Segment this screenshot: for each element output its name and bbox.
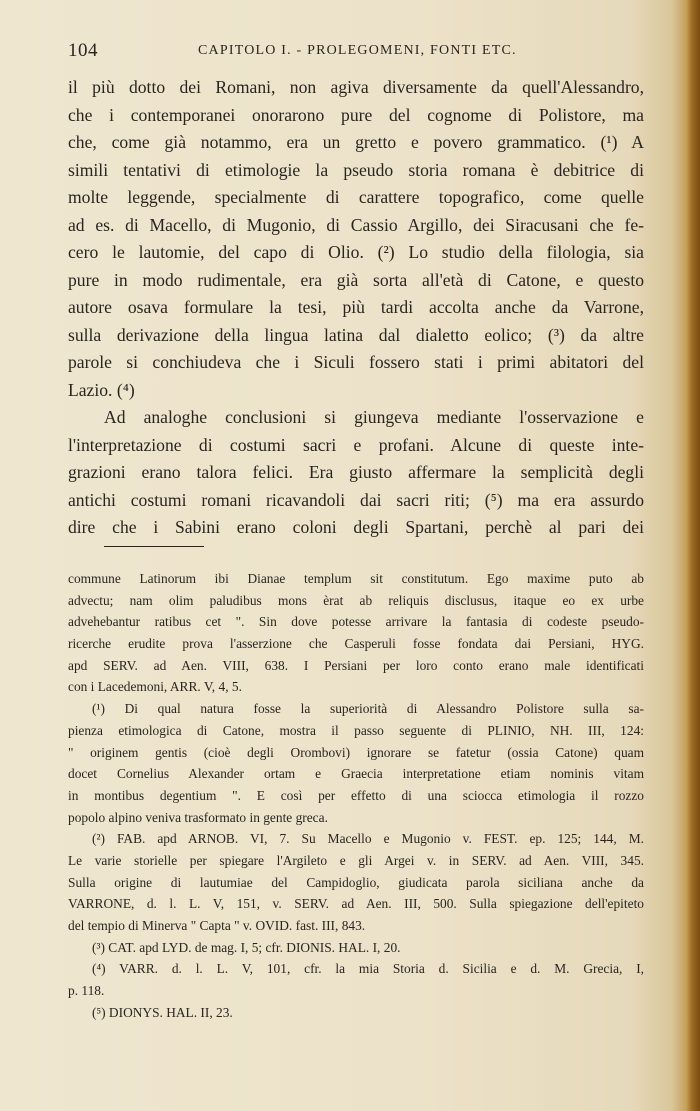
footnote-line: " originem gentis (cioè degli Orombovi) ignorare se fatetur (ossia Catone) quam [68, 744, 644, 760]
text-line: ad es. di Macello, di Mugonio, di Cassio Argillo, dei Siracusani che fe- [68, 214, 644, 235]
footnote-separator [104, 546, 204, 547]
footnotes [68, 568, 644, 1023]
footnote-line: p. 118. [68, 983, 105, 999]
text-line: pure in modo rudimentale, era già sorta all'età di Catone, e questo [68, 269, 644, 290]
text-line: grazioni erano talora felici. Era giusto affermare la semplicità degli [68, 462, 644, 482]
footnote-line: popolo alpino veniva trasformato in gente greca. [68, 809, 328, 825]
main-text [68, 74, 644, 542]
page-edge [686, 0, 700, 1111]
footnote-line: con i Lacedemoni, ARR. V, 4, 5. [68, 679, 242, 695]
footnote-line: VARRONE, d. l. L. V, 151, v. SERV. ad Aen. III, 500. Sulla spiegazione dell'epiteto [68, 896, 644, 912]
footnote-line: advehebantur ratibus cet ". Sin dove potesse arrivare la fantasia di codeste pseudo- [68, 614, 644, 630]
footnote-line: del tempio di Minerva " Capta " v. OVID. fast. III, 843. [68, 918, 366, 933]
footnote-line: (²) FAB. apd ARNOB. VI, 7. Su Macello e Mugonio v. FEST. ep. 125; 144, M. [92, 831, 644, 847]
footnote-line: commune Latinorum ibi Dianae templum sit constitutum. Ego maxime puto ab [68, 571, 644, 586]
footnote-line: Sulla origine di lautumiae del Campidoglio, giudicata parola siciliana anche da [68, 874, 644, 890]
footnote-line: pienza etimologica di Catone, mostra il passo seguente di PLINIO, NH. III, 124: [68, 722, 644, 738]
page-number: 104 [68, 40, 98, 61]
text-line: parole si conchiudeva che i Siculi fossero stati i primi abitatori del [68, 352, 644, 372]
running-head: CAPITOLO I. - PROLEGOMENI, FONTI ETC. [198, 43, 517, 58]
text-line: autore osava formulare la tesi, più tardi accolta anche da Varrone, [68, 297, 644, 317]
footnote-line: apd SERV. ad Aen. VIII, 638. I Persiani per loro conto erano male identificati [68, 657, 644, 673]
text-line: molte leggende, specialmente di carattere topografico, come quelle [68, 187, 644, 207]
text-line: il più dotto dei Romani, non agiva diversamente da quell'Alessandro, [68, 77, 644, 97]
text-line: simili tentativi di etimologie la pseudo storia romana è debitrice di [68, 159, 644, 180]
footnote-line: advectu; nam olim paludibus mons èrat ab reliquis disclusus, itaque eo ex urbe [68, 592, 644, 608]
footnote-line: (⁵) DIONYS. HAL. II, 23. [92, 1004, 233, 1020]
text-line: Lazio. (⁴) [68, 379, 135, 400]
footnote-line: (¹) Di qual natura fosse la superiorità di Alessandro Polistore sulla sa- [92, 701, 644, 717]
text-line: che, come già notammo, era un gretto e povero grammatico. (¹) A [68, 132, 644, 152]
footnote-line: docet Cornelius Alexander ortam e Graecia interpretatione etiam nominis vitam [68, 766, 644, 782]
text-line: cero le lautomie, del capo di Olio. (²) Lo studio della filologia, sia [68, 242, 644, 262]
footnote-line: (⁴) VARR. d. l. L. V, 101, cfr. la mia Storia d. Sicilia e d. M. Grecia, I, [92, 961, 644, 977]
footnote-line: in montibus degentium ". E così per effetto di una sciocca etimologia il rozzo [68, 787, 644, 803]
footnote-line: (³) CAT. apd LYD. de mag. I, 5; cfr. DIONIS. HAL. I, 20. [92, 939, 401, 955]
footnote-line: ricerche erudite prova l'asserzione che Casperuli fosse fondata dai Persiani, HYG. [68, 636, 644, 652]
text-line: che i contemporanei onorarono pure del cognome di Polistore, ma [68, 104, 644, 125]
footnote-line: Le varie storielle per spiegare l'Argileto e gli Argei v. in SERV. ad Aen. VIII, 345. [68, 852, 644, 868]
page-header [68, 40, 644, 66]
text-line: l'interpretazione di costumi sacri e profani. Alcune di queste inte- [68, 434, 644, 455]
text-line: sulla derivazione della lingua latina dal dialetto eolico; (³) da altre [68, 324, 644, 345]
text-line: Ad analoghe conclusioni si giungeva mediante l'osservazione e [104, 407, 644, 427]
text-line: dire che i Sabini erano coloni degli Spartani, perchè al pari dei [68, 517, 644, 537]
text-line: antichi costumi romani ricavandoli dai sacri riti; (⁵) ma era assurdo [68, 489, 644, 510]
